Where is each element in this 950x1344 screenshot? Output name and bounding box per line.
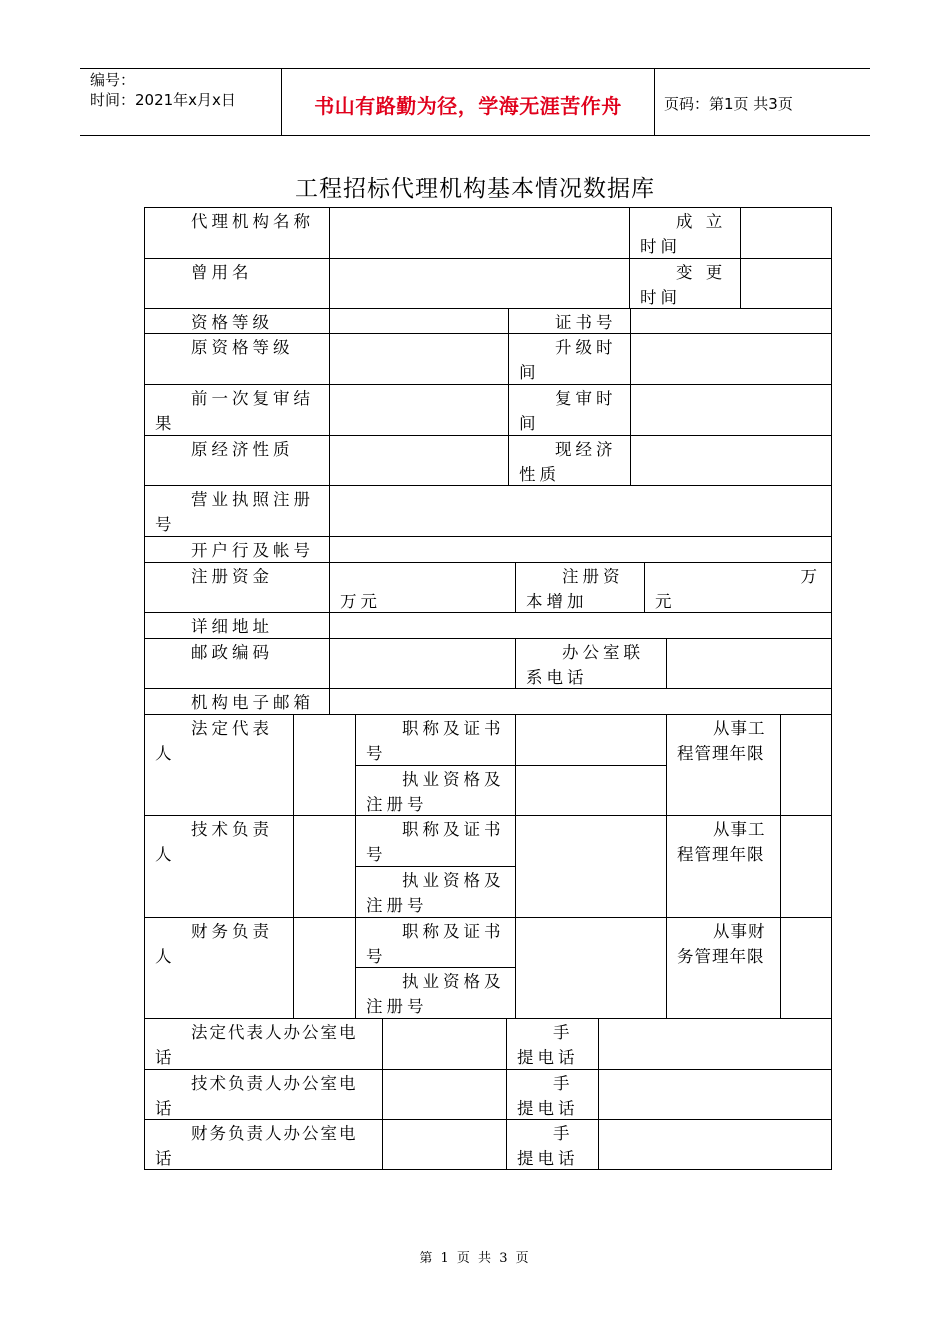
original-qualification-label: 原资格等级 [144,333,330,385]
current-economic-nature-value[interactable] [630,435,832,486]
postal-code-value[interactable] [329,638,516,689]
finance-lead-title-cert-label: 职称及证书号 [355,917,516,968]
legal-rep-mgmt-years-label: 从事工程管理年限 [666,714,781,816]
header-divider [281,68,282,135]
header-bottom-rule [80,135,870,136]
finance-lead-practice-reg-label: 执业资格及注册号 [355,967,516,1019]
email-label: 机构电子邮箱 [144,688,330,715]
legal-rep-label: 法定代表人 [144,714,294,816]
certificate-no-label: 证书号 [508,308,631,334]
page-footer: 第 1 页 共 3 页 [419,1251,531,1266]
tech-lead-mgmt-years-label: 从事工程管理年限 [666,815,781,918]
header-date: 时间：2021年x月x日 [90,91,236,109]
header-page-info: 页码：第1页 共3页 [664,95,793,113]
capital-increase-value[interactable] [644,562,832,613]
tech-lead-mobile-label: 手提电话 [506,1069,599,1120]
address-value[interactable] [329,612,832,639]
finance-lead-office-phone-label: 财务负责人办公室电话 [144,1119,383,1170]
finance-lead-mgmt-years-value[interactable] [780,917,832,1019]
header-top-rule [80,68,870,69]
legal-rep-practice-reg-value[interactable] [515,765,667,816]
finance-lead-office-phone-value[interactable] [382,1119,507,1170]
tech-lead-title-cert-label: 职称及证书号 [355,815,516,867]
capital-increase-unit-b: 元 [655,592,676,611]
office-phone-label: 办公室联系电话 [515,638,667,689]
former-name-label: 曾用名 [144,258,330,309]
header-motto: 书山有路勤为径，学海无涯苦作舟 [314,94,622,118]
finance-lead-mobile-label: 手提电话 [506,1119,599,1170]
qualification-level-label: 资格等级 [144,308,330,334]
last-review-result-label: 前一次复审结果 [144,384,330,436]
business-license-label: 营业执照注册号 [144,485,330,537]
legal-rep-mgmt-years-value[interactable] [780,714,832,816]
agency-name-label: 代理机构名称 [144,207,330,259]
legal-rep-title-cert-label: 职称及证书号 [355,714,516,766]
legal-rep-practice-reg-label: 执业资格及注册号 [355,765,516,816]
tech-lead-office-phone-value[interactable] [382,1069,507,1120]
qualification-level-value[interactable] [329,308,509,334]
original-qualification-value[interactable] [329,333,509,385]
current-economic-nature-label: 现经济性质 [508,435,631,486]
document-title: 工程招标代理机构基本情况数据库 [295,176,655,202]
change-time-value[interactable] [740,258,832,309]
tech-lead-mobile-value[interactable] [598,1069,832,1120]
business-license-value[interactable] [329,485,832,537]
office-phone-value[interactable] [666,638,832,689]
certificate-no-value[interactable] [630,308,832,334]
review-time-value[interactable] [630,384,832,436]
legal-rep-title-cert-value[interactable] [515,714,667,766]
postal-code-label: 邮政编码 [144,638,330,689]
header-divider [654,68,655,135]
tech-lead-office-phone-label: 技术负责人办公室电话 [144,1069,383,1120]
upgrade-time-label: 升级时间 [508,333,631,385]
legal-rep-mobile-label: 手提电话 [506,1018,599,1070]
established-time-value[interactable] [740,207,832,259]
header-number: 编号： [90,71,136,89]
registered-capital-label: 注册资金 [144,562,330,613]
email-value[interactable] [329,688,832,715]
legal-rep-mobile-value[interactable] [598,1018,832,1070]
original-economic-nature-value[interactable] [329,435,509,486]
former-name-value[interactable] [329,258,630,309]
upgrade-time-value[interactable] [630,333,832,385]
finance-lead-mgmt-years-label: 从事财务管理年限 [666,917,781,1019]
bank-account-label: 开户行及帐号 [144,536,330,563]
finance-lead-name-value[interactable] [293,917,356,1019]
capital-increase-label: 注册资本增加 [515,562,645,613]
tech-lead-practice-reg-label: 执业资格及注册号 [355,866,516,918]
original-economic-nature-label: 原经济性质 [144,435,330,486]
finance-lead-cert-value[interactable] [515,917,667,1019]
address-label: 详细地址 [144,612,330,639]
legal-rep-office-phone-label: 法定代表人办公室电话 [144,1018,383,1070]
legal-rep-name-value[interactable] [293,714,356,816]
review-time-label: 复审时间 [508,384,631,436]
tech-lead-name-value[interactable] [293,815,356,918]
registered-capital-value[interactable] [329,562,516,613]
legal-rep-office-phone-value[interactable] [382,1018,507,1070]
registered-capital-unit: 万元 [340,592,381,611]
finance-lead-mobile-value[interactable] [598,1119,832,1170]
agency-name-value[interactable] [329,207,630,259]
capital-increase-unit-a: 万 [800,567,821,586]
finance-lead-label: 财务负责人 [144,917,294,1019]
tech-lead-mgmt-years-value[interactable] [780,815,832,918]
tech-lead-label: 技术负责人 [144,815,294,918]
tech-lead-cert-value[interactable] [515,815,667,918]
bank-account-value[interactable] [329,536,832,563]
established-time-label: 成 立时间 [629,207,741,259]
change-time-label: 变 更时间 [629,258,741,309]
last-review-result-value[interactable] [329,384,509,436]
